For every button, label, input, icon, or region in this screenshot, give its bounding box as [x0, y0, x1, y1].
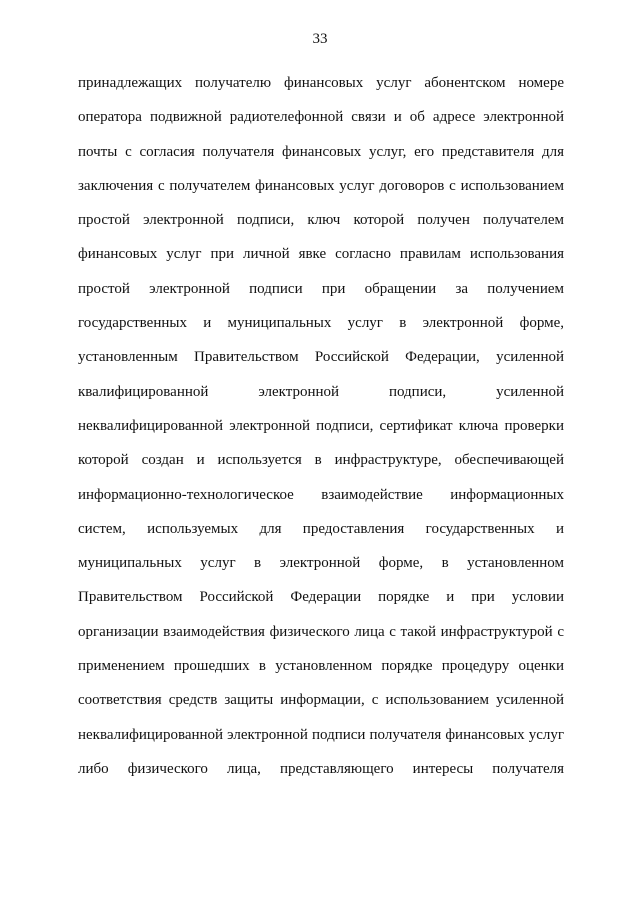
text-line: информационно-технологическое взаимодействие информационных: [78, 486, 564, 503]
text-line: применением прошедших в установленном порядке процедуру оценки: [78, 658, 564, 675]
text-line: принадлежащих получателю финансовых услуг абонентском номере: [78, 75, 564, 91]
text-line: почты с согласия получателя финансовых услуг, его представителя для: [78, 143, 564, 160]
text-line: установленным Правительством Российской Федерации, усиленной: [78, 349, 564, 366]
text-line: неквалифицированной электронной подписи, сертификат ключа проверки: [78, 417, 564, 434]
page-number: 33: [312, 31, 328, 47]
text-line: заключения с получателем финансовых услуг договоров с использованием: [78, 177, 564, 194]
text-line: квалифицированной электронной подписи, усиленной: [78, 383, 564, 400]
text-line: финансовых услуг при личной явке согласно правилам использования: [78, 246, 564, 263]
text-line: простой электронной подписи при обращении за получением: [78, 280, 564, 297]
text-line: организации взаимодействия физического лица с такой инфраструктурой с: [78, 623, 564, 640]
text-line: простой электронной подписи, ключ которой получен получателем: [78, 212, 564, 229]
text-line: оператора подвижной радиотелефонной связи и об адресе электронной: [78, 109, 564, 126]
text-line: которой создан и используется в инфраструктуре, обеспечивающей: [78, 452, 564, 469]
text-line: государственных и муниципальных услуг в электронной форме,: [78, 315, 564, 332]
text-line: систем, используемых для предоставления государственных и: [78, 520, 564, 537]
body-text: [78, 72, 564, 792]
text-line: муниципальных услуг в электронной форме, в установленном: [78, 555, 564, 572]
text-line: Правительством Российской Федерации порядке и при условии: [78, 589, 564, 606]
text-line: неквалифицированной электронной подписи получателя финансовых услуг: [78, 726, 564, 743]
text-line: либо физического лица, представляющего интересы получателя: [78, 760, 564, 777]
text-line: соответствия средств защиты информации, с использованием усиленной: [78, 692, 564, 709]
